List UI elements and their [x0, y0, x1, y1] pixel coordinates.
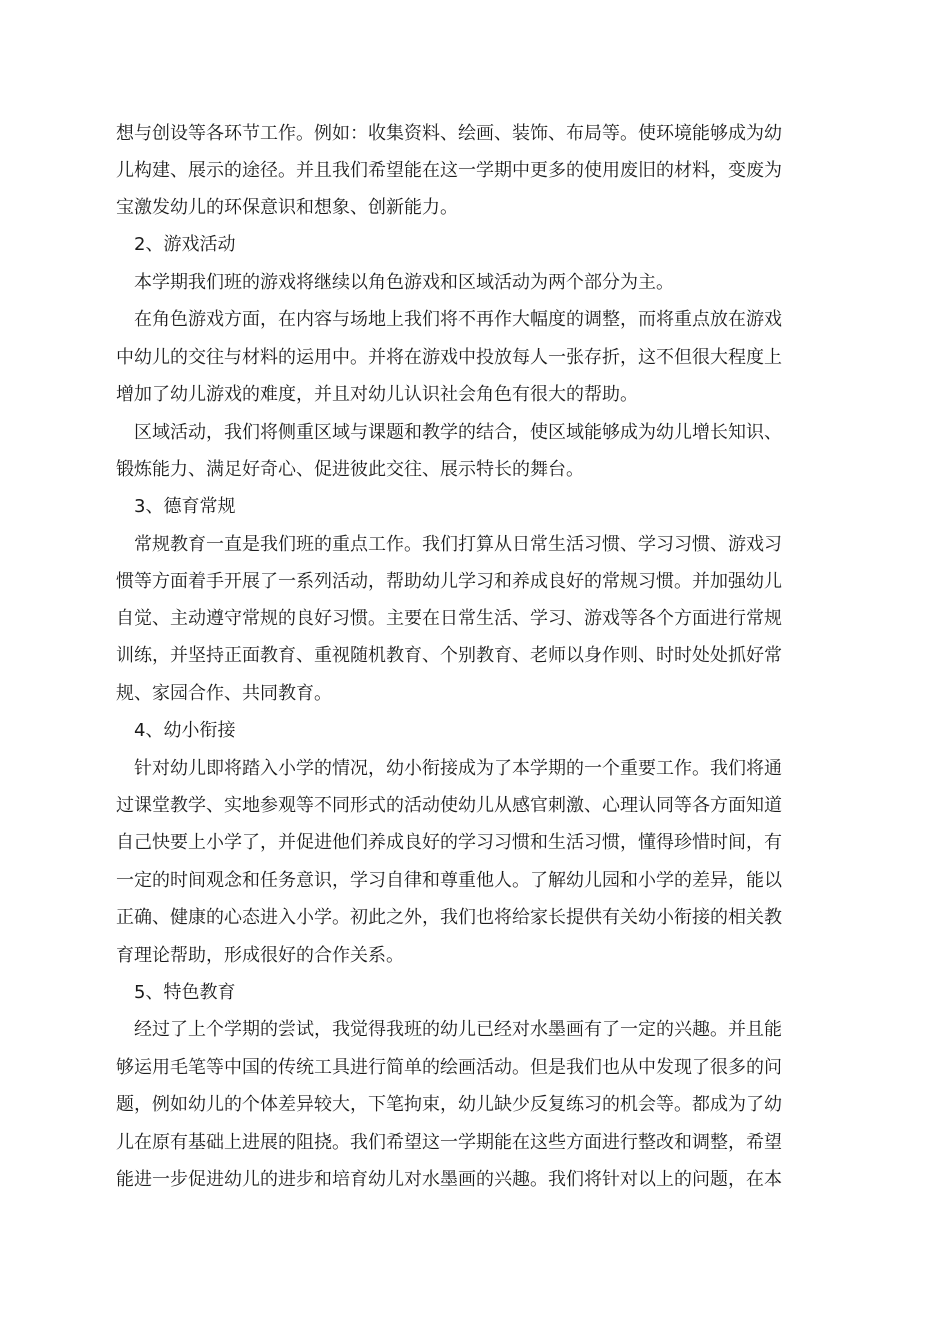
paragraph-line: 常规教育一直是我们班的重点工作。我们打算从日常生活习惯、学习习惯、游戏习 — [134, 534, 782, 555]
paragraph-line: 区域活动，我们将侧重区域与课题和教学的结合，使区域能够成为幼儿增长知识、 — [134, 422, 782, 443]
section-heading-games: 2、游戏活动 — [134, 234, 236, 255]
paragraph-line: 自己快要上小学了，并促进他们养成良好的学习习惯和生活习惯，懂得珍惜时间，有 — [116, 832, 782, 853]
paragraph-line: 宝激发幼儿的环保意识和想象、创新能力。 — [116, 197, 458, 218]
paragraph-line: 增加了幼儿游戏的难度，并且对幼儿认识社会角色有很大的帮助。 — [116, 384, 638, 405]
paragraph-line: 能进一步促进幼儿的进步和培育幼儿对水墨画的兴趣。我们将针对以上的问题，在本 — [116, 1169, 782, 1190]
paragraph-line: 儿构建、展示的途径。并且我们希望能在这一学期中更多的使用废旧的材料，变废为 — [116, 160, 782, 181]
paragraph-line: 训练，并坚持正面教育、重视随机教育、个别教育、老师以身作则、时时处处抓好常 — [116, 645, 782, 666]
paragraph-line: 过课堂教学、实地参观等不同形式的活动使幼儿从感官刺激、心理认同等各方面知道 — [116, 795, 782, 816]
paragraph-line: 规、家园合作、共同教育。 — [116, 683, 332, 704]
paragraph-line: 想与创设等各环节工作。例如：收集资料、绘画、装饰、布局等。使环境能够成为幼 — [116, 123, 782, 144]
section-heading-moral: 3、德育常规 — [134, 496, 236, 517]
paragraph-line: 题，例如幼儿的个体差异较大，下笔拘束，幼儿缺少反复练习的机会等。都成为了幼 — [116, 1094, 782, 1115]
paragraph-line: 经过了上个学期的尝试，我觉得我班的幼儿已经对水墨画有了一定的兴趣。并且能 — [134, 1019, 782, 1040]
paragraph-line: 中幼儿的交往与材料的运用中。并将在游戏中投放每人一张存折，这不但很大程度上 — [116, 347, 782, 368]
paragraph-line: 自觉、主动遵守常规的良好习惯。主要在日常生活、学习、游戏等各个方面进行常规 — [116, 608, 782, 629]
paragraph-line: 本学期我们班的游戏将继续以角色游戏和区域活动为两个部分为主。 — [134, 272, 674, 293]
section-heading-transition: 4、幼小衔接 — [134, 720, 236, 741]
section-heading-special: 5、特色教育 — [134, 982, 236, 1003]
paragraph-line: 惯等方面着手开展了一系列活动，帮助幼儿学习和养成良好的常规习惯。并加强幼儿 — [116, 571, 782, 592]
paragraph-line: 儿在原有基础上进展的阻挠。我们希望这一学期能在这些方面进行整改和调整，希望 — [116, 1132, 782, 1153]
paragraph-line: 够运用毛笔等中国的传统工具进行简单的绘画活动。但是我们也从中发现了很多的问 — [116, 1057, 782, 1078]
paragraph-line: 针对幼儿即将踏入小学的情况，幼小衔接成为了本学期的一个重要工作。我们将通 — [134, 758, 782, 779]
paragraph-line: 育理论帮助，形成很好的合作关系。 — [116, 945, 404, 966]
paragraph-line: 正确、健康的心态进入小学。初此之外，我们也将给家长提供有关幼小衔接的相关教 — [116, 907, 782, 928]
paragraph-line: 一定的时间观念和任务意识，学习自律和尊重他人。了解幼儿园和小学的差异，能以 — [116, 870, 782, 891]
paragraph-line: 在角色游戏方面，在内容与场地上我们将不再作大幅度的调整，而将重点放在游戏 — [134, 309, 782, 330]
paragraph-line: 锻炼能力、满足好奇心、促进彼此交往、展示特长的舞台。 — [116, 459, 584, 480]
